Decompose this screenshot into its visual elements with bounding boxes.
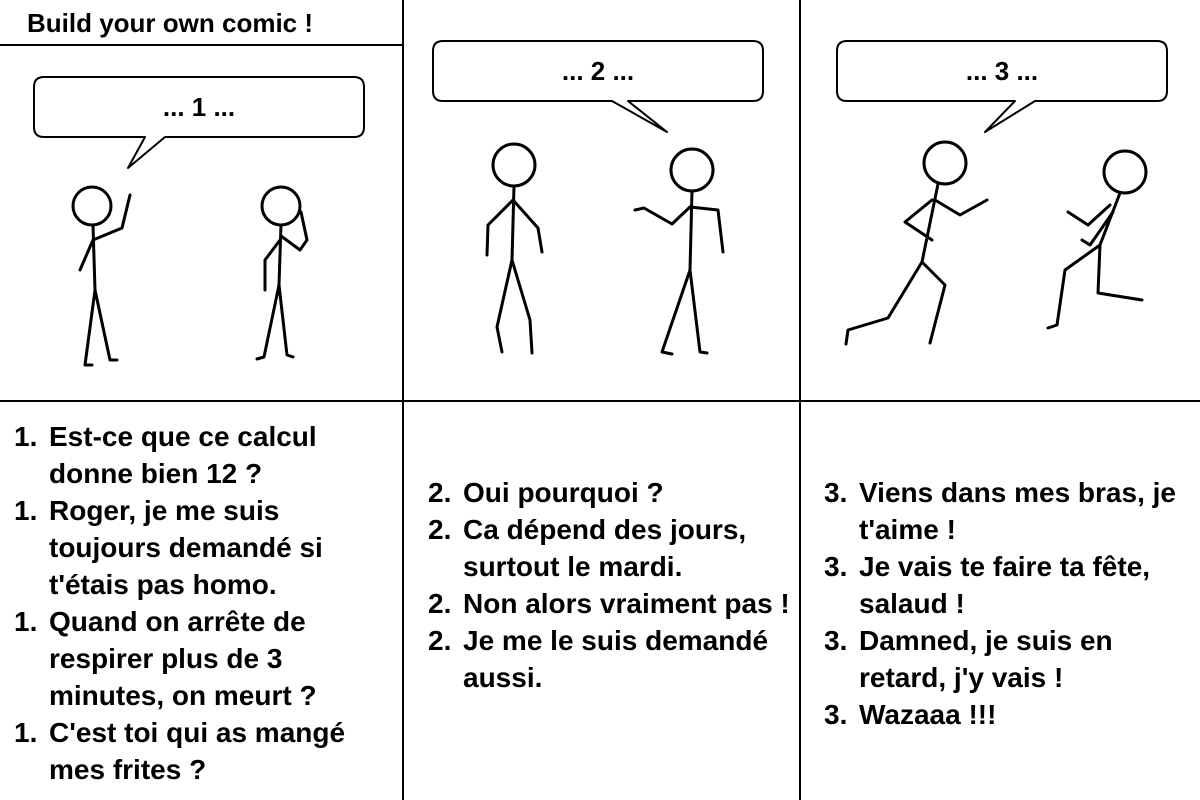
option-text: Damned, je suis en retard, j'y vais ! [859, 625, 1113, 693]
option-text: Non alors vraiment pas ! [463, 588, 790, 619]
dialogue-options-panel-3 [824, 474, 1194, 733]
dialogue-option [824, 474, 1194, 548]
option-number: 1. [14, 717, 38, 748]
dialogue-option [428, 474, 793, 511]
option-number: 3. [824, 477, 848, 508]
speech-bubble-text-2: ... 2 ... [561, 56, 635, 86]
dialogue-option [824, 622, 1194, 696]
dialogue-option [824, 548, 1194, 622]
option-text: Je me le suis demandé aussi. [463, 625, 769, 693]
dialogue-option [14, 603, 398, 714]
option-text: Roger, je me suis toujours demandé si t'étais pas homo. [49, 495, 323, 600]
speech-bubble-text-1: ... 1 ... [162, 92, 236, 122]
speech-bubble-text-3: ... 3 ... [965, 56, 1039, 86]
option-number: 2. [428, 514, 452, 545]
dialogue-option [824, 696, 1194, 733]
option-text: Ca dépend des jours, surtout le mardi. [463, 514, 747, 582]
option-number: 1. [14, 421, 38, 452]
speech-bubble-3 [837, 41, 1167, 132]
speech-bubble-1 [34, 77, 364, 168]
stick-figure-thinking [257, 187, 307, 359]
dialogue-option [428, 622, 793, 696]
option-number: 1. [14, 606, 38, 637]
speech-bubble-2 [433, 41, 763, 132]
dialogue-options-panel-1 [14, 418, 398, 788]
stick-figure-standing [487, 144, 542, 353]
dialogue-option [14, 418, 398, 492]
stick-figure-waving [73, 187, 130, 365]
option-number: 1. [14, 495, 38, 526]
stick-figure-running [846, 142, 987, 344]
option-text: Wazaaa !!! [859, 699, 997, 730]
option-number: 2. [428, 588, 452, 619]
dialogue-option [428, 585, 793, 622]
stick-figure-running-away [1048, 151, 1146, 328]
dialogue-option [14, 492, 398, 603]
option-text: Viens dans mes bras, je t'aime ! [859, 477, 1176, 545]
option-number: 2. [428, 625, 452, 656]
option-text: C'est toi qui as mangé mes frites ? [49, 717, 346, 785]
dialogue-options-panel-2 [428, 474, 793, 696]
comic-title: Build your own comic ! [27, 8, 314, 38]
option-text: Oui pourquoi ? [463, 477, 664, 508]
dialogue-option [14, 714, 398, 788]
option-number: 3. [824, 551, 848, 582]
dialogue-option [428, 511, 793, 585]
option-text: Est-ce que ce calcul donne bien 12 ? [49, 421, 317, 489]
option-number: 3. [824, 625, 848, 656]
option-number: 2. [428, 477, 452, 508]
option-text: Je vais te faire ta fête, salaud ! [859, 551, 1151, 619]
option-number: 3. [824, 699, 848, 730]
option-text: Quand on arrête de respirer plus de 3 minutes, on meurt ? [49, 606, 317, 711]
stick-figure-gesturing [635, 149, 723, 354]
